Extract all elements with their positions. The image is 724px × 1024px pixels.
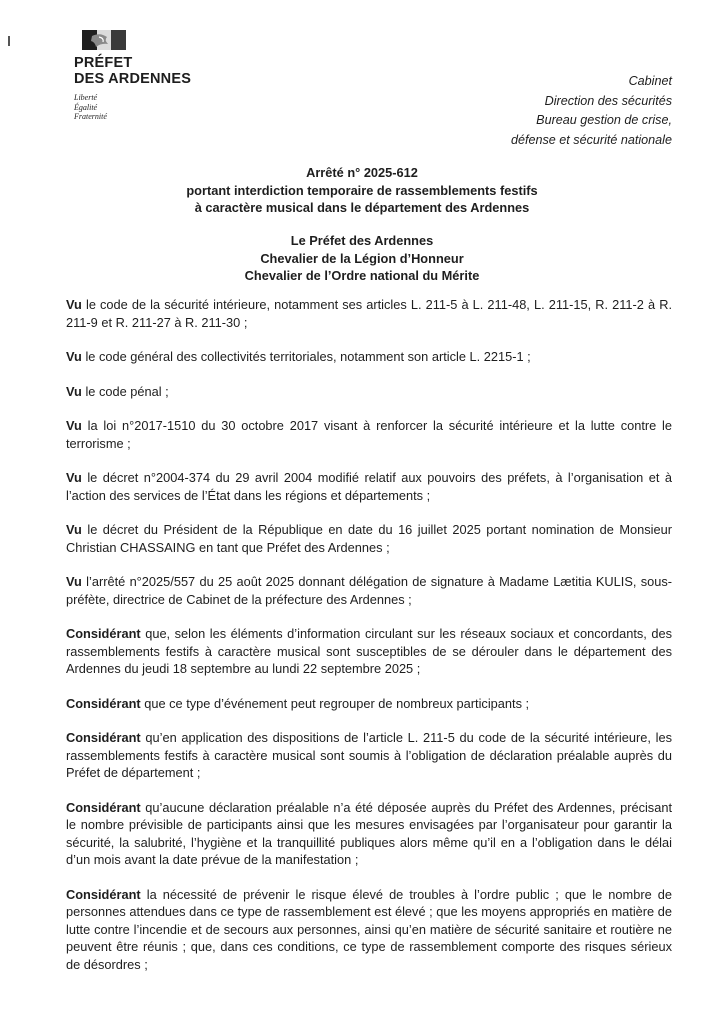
recital-paragraph [66, 383, 672, 401]
recital-paragraph [66, 521, 672, 556]
service-line: Bureau gestion de crise, [536, 113, 672, 127]
recital-paragraph [66, 417, 672, 452]
recital-text: le décret du Président de la République en date du 16 juillet 2025 portant nomination de Monsieur Christian CHASSAING en tant que Préfet des Ardennes ; [66, 522, 672, 555]
considerant-paragraph [66, 729, 672, 782]
issuing-service [511, 72, 672, 150]
decree-number: Arrêté n° 2025-612 [306, 165, 418, 180]
decree-subject-line: portant interdiction temporaire de rassemblements festifs [186, 182, 538, 198]
decree-body [66, 296, 672, 990]
decree-subject-line: à caractère musical dans le département des Ardennes [194, 200, 530, 215]
service-line: Direction des sécurités [544, 93, 672, 108]
considerant-lead: Considérant [66, 730, 141, 745]
considerant-paragraph [66, 799, 672, 869]
considerant-text: qu’en application des dispositions de l’article L. 211-5 du code de la sécurité intérieure, les rassemblements festifs à caractère musical sont soumis à l’obligation de déclaration préalable auprès du Préfet de département ; [66, 730, 672, 780]
service-line: Cabinet [628, 74, 672, 88]
considerant-lead: Considérant [66, 886, 141, 902]
prefecture-name-line1: PRÉFET [74, 55, 133, 71]
considerant-text: que, selon les éléments d’information circulant sur les réseaux sociaux et concordants, des rassemblements festifs à caractère musical sont susceptibles de se dérouler dans le département des Ardennes du jeudi 18 septembre au lundi 22 septembre 2025 ; [66, 626, 672, 676]
recital-lead: Vu [66, 349, 82, 364]
recital-paragraph [66, 573, 672, 608]
recital-lead: Vu [66, 470, 82, 485]
recital-paragraph [66, 296, 672, 331]
motto-fraternite: Fraternité [74, 112, 107, 121]
prefect-title-line: Chevalier de la Légion d’Honneur [260, 250, 464, 266]
considerant-text: que ce type d’événement peut regrouper de nombreux participants ; [140, 695, 530, 711]
prefect-titles [0, 232, 724, 285]
considerant-lead: Considérant [66, 695, 141, 711]
recital-text: le décret n°2004-374 du 29 avril 2004 modifié relatif aux pouvoirs des préfets, à l’organisation et à l’action des services de l’État dans les régions et départements ; [66, 470, 672, 503]
scan-margin-mark [8, 36, 10, 46]
recital-paragraph [66, 469, 672, 504]
marianne-emblem-icon [82, 30, 126, 50]
prefect-title-line: Chevalier de l’Ordre national du Mérite [244, 268, 480, 283]
recital-lead: Vu [66, 574, 82, 589]
recital-text: la loi n°2017-1510 du 30 octobre 2017 visant à renforcer la sécurité intérieure et la lutte contre le terrorisme ; [66, 418, 672, 451]
decree-title [0, 164, 724, 217]
considerant-paragraph [66, 695, 672, 713]
recital-lead: Vu [66, 297, 82, 312]
prefect-title-line: Le Préfet des Ardennes [290, 233, 434, 248]
motto-liberte: Liberté [74, 93, 98, 102]
service-line: défense et sécurité nationale [510, 132, 672, 147]
considerant-text: qu’aucune déclaration préalable n’a été déposée auprès du Préfet des Ardennes, précisant le nombre prévisible de participants ainsi que les mesures envisagées par l’organisateur pour garantir la sécurité, la salubrité, l’hygiène et la tranquillité publiques alors même qu’il en a l’obligation dans le délai d’un mois avant la date prévue de la manifestation ; [66, 799, 672, 867]
recital-lead: Vu [66, 522, 82, 537]
prefecture-name-line2: DES ARDENNES [74, 71, 192, 87]
considerant-text: la nécessité de prévenir le risque élevé de troubles à l’ordre public ; que le nombre de personnes attendues dans ce type de rassemblement est élevé ; que les moyens appropriés en matière de lutte contre l’incendie et de secours aux personnes, ainsi qu’en matière de sécurité sanitaire et routière ne peuvent être réunis ; que, dans ces conditions, ce type de rassemblement comporte des risques sérieux de désordres ; [66, 886, 672, 972]
motto-egalite: Égalité [74, 102, 98, 112]
recital-lead: Vu [66, 418, 82, 433]
recital-lead: Vu [66, 383, 82, 399]
recital-text: l’arrêté n°2025/557 du 25 août 2025 donnant délégation de signature à Madame Lætitia KULIS, sous-préfète, directrice de Cabinet de la préfecture des Ardennes ; [66, 574, 672, 607]
considerant-paragraph [66, 625, 672, 678]
recital-paragraph [66, 348, 672, 366]
recital-text: le code général des collectivités territoriales, notamment son article L. 2215-1 ; [81, 349, 531, 364]
prefecture-name [74, 55, 191, 87]
considerant-lead: Considérant [66, 626, 141, 641]
recital-text: le code pénal ; [81, 383, 169, 399]
considerant-paragraph [66, 886, 672, 974]
prefecture-logo [74, 30, 191, 122]
recital-text: le code de la sécurité intérieure, notamment ses articles L. 211-5 à L. 211-48, L. 211-15, R. 211-2 à R. 211-9 et R. 211-27 à R. 211-30 ; [66, 297, 672, 330]
republic-motto [74, 93, 191, 122]
considerant-lead: Considérant [66, 799, 141, 815]
